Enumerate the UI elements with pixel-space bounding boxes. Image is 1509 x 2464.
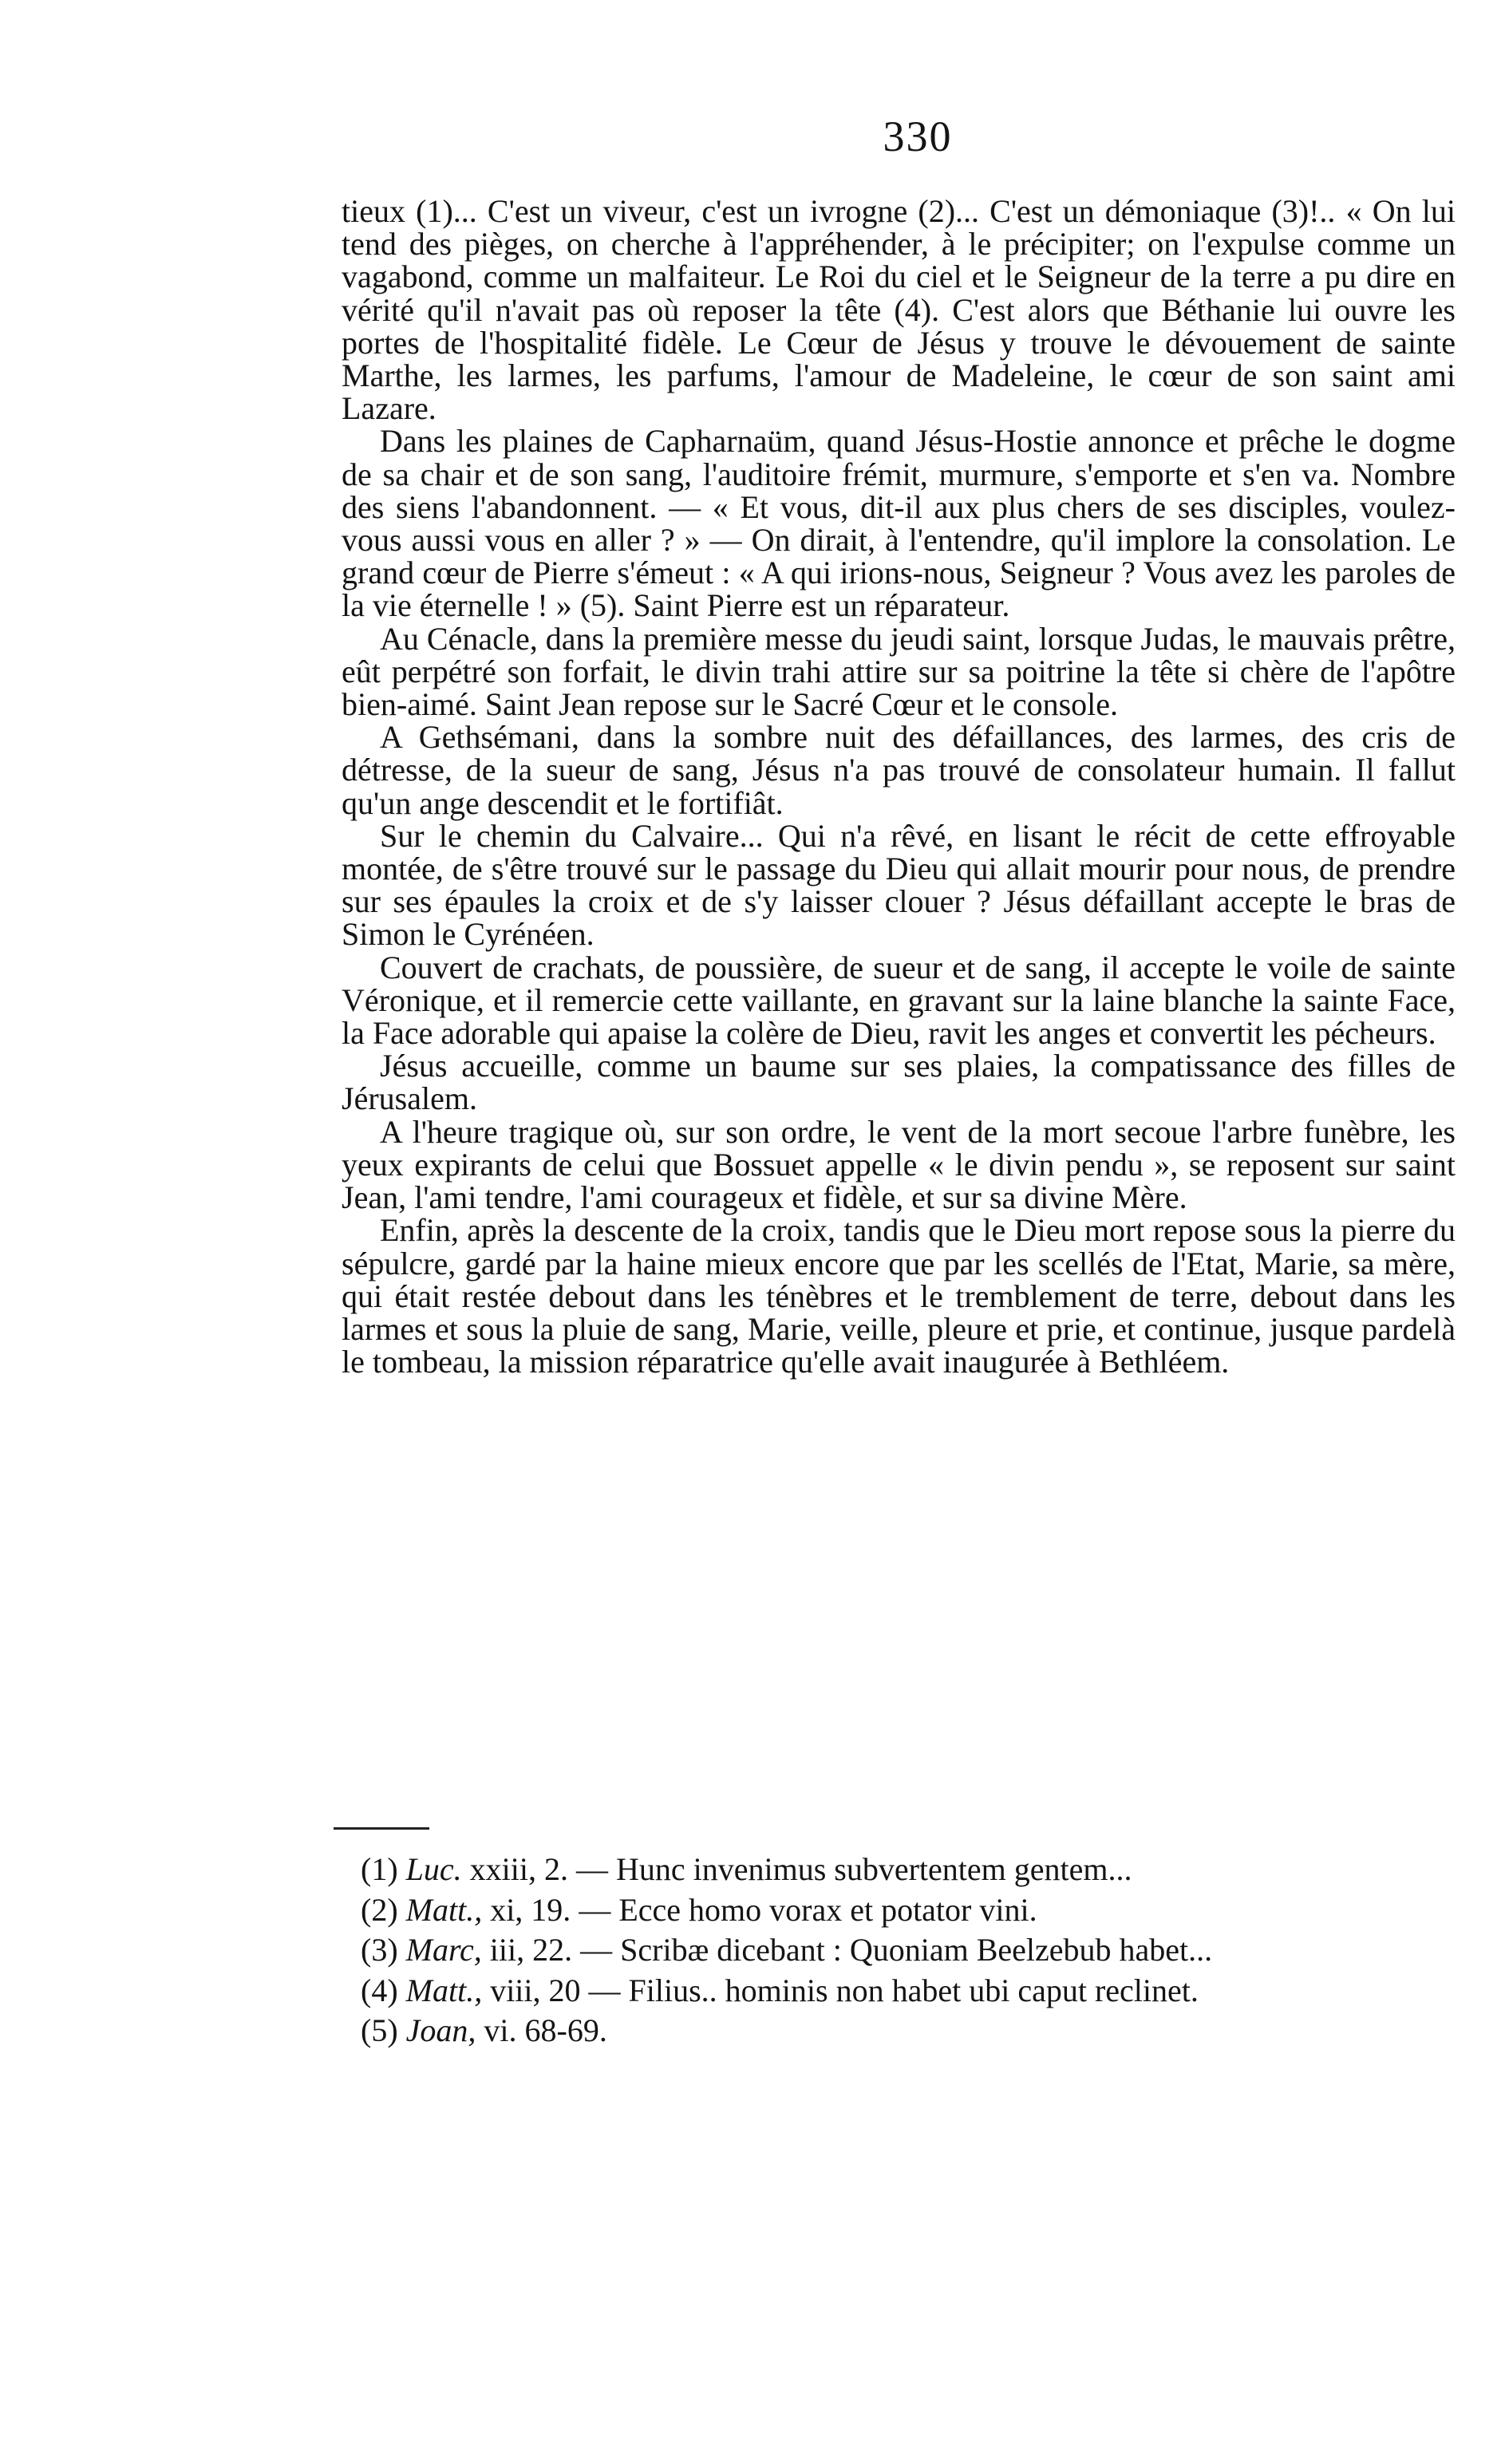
footnote [361,1890,1462,1931]
footnote-text: — Ecce homo vorax et potator vini. [579,1891,1037,1928]
body-text [342,195,1456,1378]
footnote-divider [334,1827,429,1830]
paragraph: Couvert de crachats, de poussière, de sueur et de sang, il accepte le voile de sainte Véronique, et il remercie cette vaillante, en gravant sur la laine blanche la sainte Face, la Face adorable qui apaise la colère de Dieu, ravit les anges et convertit les pécheurs. [342,949,1456,1052]
footnote-text: — Hunc invenimus subvertentem gentem... [575,1851,1132,1887]
footnote-number: (1) [361,1851,398,1887]
footnote-number: (5) [361,2012,398,2048]
footnote-reference: Joan, [405,2012,476,2048]
paragraph: Jésus accueille, comme un baume sur ses plaies, la compatissance des filles de Jérusalem. [342,1048,1456,1117]
footnote [361,1930,1462,1971]
footnote [361,1850,1462,1890]
footnote [361,2011,1462,2051]
footnote-location: xxiii, 2. [469,1851,568,1887]
footnote-location: viii, 20 [490,1972,581,2008]
paragraph: tieux (1)... C'est un viveur, c'est un ivrogne (2)... C'est un démoniaque (3)!.. « On lui tend des pièges, on cherche à l'appréhender, à le précipiter; on l'expulse comme un vagabond, comme un malfaiteur. Le Roi du ciel et le Seigneur de la terre a pu dire en vérité qu'il n'avait pas où reposer la tête (4). C'est alors que Béthanie lui ouvre les portes de l'hospitalité fidèle. Le Cœur de Jésus y trouve le dévouement de sainte Marthe, les larmes, les parfums, l'amour de Madeleine, le cœur de son saint ami Lazare. [342,193,1456,427]
page-number: 330 [883,113,953,160]
paragraph: A Gethsémani, dans la sombre nuit des défaillances, des larmes, des cris de détresse, de la sueur de sang, Jésus n'a pas trouvé de consolateur humain. Il fallut qu'un ange descendit et le fortifiât. [342,719,1456,821]
paragraph: Enfin, après la descente de la croix, tandis que le Dieu mort repose sous la pierre du sépulcre, gardé par la haine mieux encore que par les scellés de l'Etat, Marie, sa mère, qui était restée debout dans les ténèbres et le tremblement de terre, debout dans les larmes et sous la pluie de sang, Marie, veille, pleure et prie, et continue, jusque pardelà le tombeau, la mission réparatrice qu'elle avait inaugurée à Bethléem. [342,1212,1456,1380]
paragraph: Sur le chemin du Calvaire... Qui n'a rêvé, en lisant le récit de cette effroyable montée, de s'être trouvé sur le passage du Dieu qui allait mourir pour nous, de prendre sur ses épaules la croix et de s'y laisser clouer ? Jésus défaillant accepte le bras de Simon le Cyrénéen. [342,817,1456,953]
footnote-number: (4) [361,1972,398,2008]
footnote-text: — Filius.. hominis non habet ubi caput reclinet. [588,1972,1199,2008]
footnote [361,1971,1462,2012]
footnote-location: xi, 19. [490,1891,571,1928]
footnotes [361,1850,1462,2051]
footnote-number: (2) [361,1891,398,1928]
paragraph: Dans les plaines de Capharnaüm, quand Jésus-Hostie annonce et prêche le dogme de sa chair et de son sang, l'auditoire frémit, murmure, s'emporte et s'en va. Nombre des siens l'abandonnent. — « Et vous, dit-il aux plus chers de ses disciples, voulez-vous aussi vous en aller ? » — On dirait, à l'entendre, qu'il implore la consolation. Le grand cœur de Pierre s'émeut : « A qui irions-nous, Seigneur ? Vous avez les paroles de la vie éternelle ! » (5). Saint Pierre est un réparateur. [342,423,1456,624]
paragraph: A l'heure tragique où, sur son ordre, le vent de la mort secoue l'arbre funèbre, les yeux expirants de celui que Bossuet appelle « le divin pendu », se reposent sur saint Jean, l'ami tendre, l'ami courageux et fidèle, et sur sa divine Mère. [342,1113,1456,1216]
footnote-reference: Luc. [405,1851,462,1887]
footnote-reference: Marc, [405,1932,482,1968]
footnote-reference: Matt., [405,1972,483,2008]
footnote-reference: Matt., [405,1891,483,1928]
footnote-text: — Scribæ dicebant : Quoniam Beelzebub habet... [580,1932,1213,1968]
footnote-location: iii, 22. [489,1932,573,1968]
paragraph: Au Cénacle, dans la première messe du jeudi saint, lorsque Judas, le mauvais prêtre, eût perpétré son forfait, le divin trahi attire sur sa poitrine la tête si chère de l'apôtre bien-aimé. Saint Jean repose sur le Sacré Cœur et le console. [342,620,1456,723]
footnote-location: vi. 68-69. [484,2012,607,2048]
footnote-number: (3) [361,1932,398,1968]
